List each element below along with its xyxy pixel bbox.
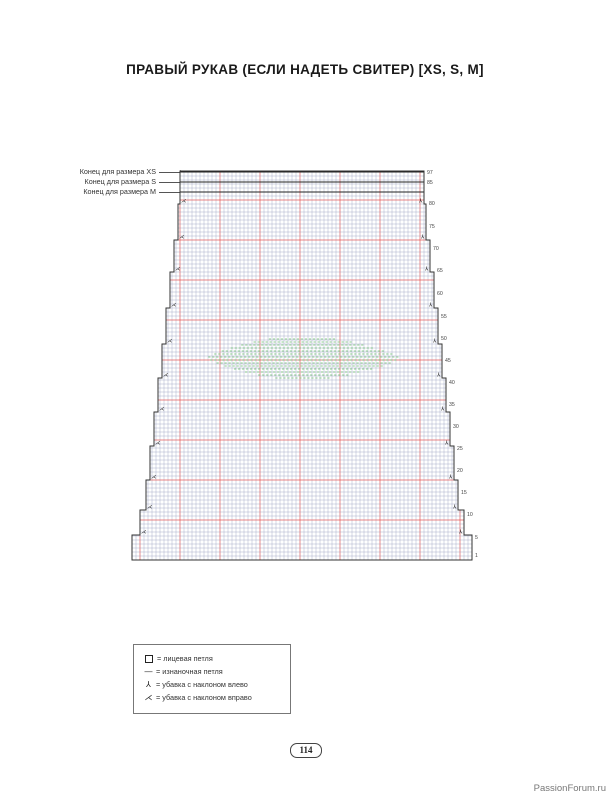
row-number-label: 85 [427,180,433,186]
decrease-left-mark: ⅄ [449,474,453,481]
row-number-label: 75 [429,224,435,230]
decrease-left-mark: ⅄ [453,504,457,511]
decrease-left-mark: ⅄ [459,529,463,536]
decrease-right-mark: ⋌ [141,529,147,536]
decrease-left-mark: ⅄ [429,302,433,309]
row-number-label: 5 [475,535,478,541]
page-title: ПРАВЫЙ РУКАВ (ЕСЛИ НАДЕТЬ СВИТЕР) [XS, S, M] [126,62,484,77]
decrease-right-mark: ⋌ [175,266,181,273]
row-number-label: 25 [457,446,463,452]
row-number-label: 15 [461,490,467,496]
decrease-left-mark: ⅄ [437,372,441,379]
legend-item-knit [144,654,213,663]
row-number-label: 30 [453,424,459,430]
decrease-right-mark: ⋌ [181,198,187,205]
row-number-label: 45 [445,358,451,364]
size-label-s: Конец для размера S [84,177,156,186]
decrease-right-icon: ⋌ [144,693,153,702]
row-number-label: 70 [433,246,439,252]
legend-text-dec-right: = убавка с наклоном вправо [156,693,252,702]
row-number-label: 10 [467,512,473,518]
purl-stitch-icon: — [144,667,153,676]
row-number-label: 80 [429,201,435,207]
legend-text-knit: = лицевая петля [157,654,213,663]
row-number-label: 97 [427,170,433,176]
decrease-right-mark: ⋌ [151,474,157,481]
decrease-right-mark: ⋌ [159,406,165,413]
row-number-label: 35 [449,402,455,408]
decrease-left-mark: ⅄ [419,198,423,205]
row-number-label: 40 [449,380,455,386]
decrease-right-mark: ⋌ [155,440,161,447]
row-number-label: 1 [475,553,478,559]
watermark: PassionForum.ru [533,783,606,794]
knit-stitch-icon [145,655,153,663]
row-number-label: 55 [441,314,447,320]
size-label-m: Конец для размера M [83,187,156,196]
decrease-right-mark: ⋌ [163,372,169,379]
decrease-right-mark: ⋌ [147,504,153,511]
legend-item-dec-right [144,693,252,702]
row-number-label: 20 [457,468,463,474]
decrease-right-mark: ⋌ [179,234,185,241]
decrease-right-mark: ⋌ [167,338,173,345]
legend-item-dec-left [144,680,248,689]
decrease-left-mark: ⅄ [425,266,429,273]
legend-item-purl [144,667,223,676]
row-number-label: 65 [437,268,443,274]
decrease-left-mark: ⅄ [441,406,445,413]
row-number-label: 60 [437,291,443,297]
decrease-left-mark: ⅄ [433,338,437,345]
row-number-label: 50 [441,336,447,342]
chart-grid [132,171,472,560]
legend-box [133,644,291,714]
page-number: 114 [290,743,322,758]
legend-text-dec-left: = убавка с наклоном влево [156,680,248,689]
size-label-xs: Конец для размера XS [79,167,156,176]
legend-text-purl: = изнаночная петля [156,667,223,676]
decrease-right-mark: ⋌ [171,302,177,309]
decrease-left-icon: ⅄ [146,680,151,689]
decrease-left-mark: ⅄ [421,234,425,241]
decrease-left-mark: ⅄ [445,440,449,447]
